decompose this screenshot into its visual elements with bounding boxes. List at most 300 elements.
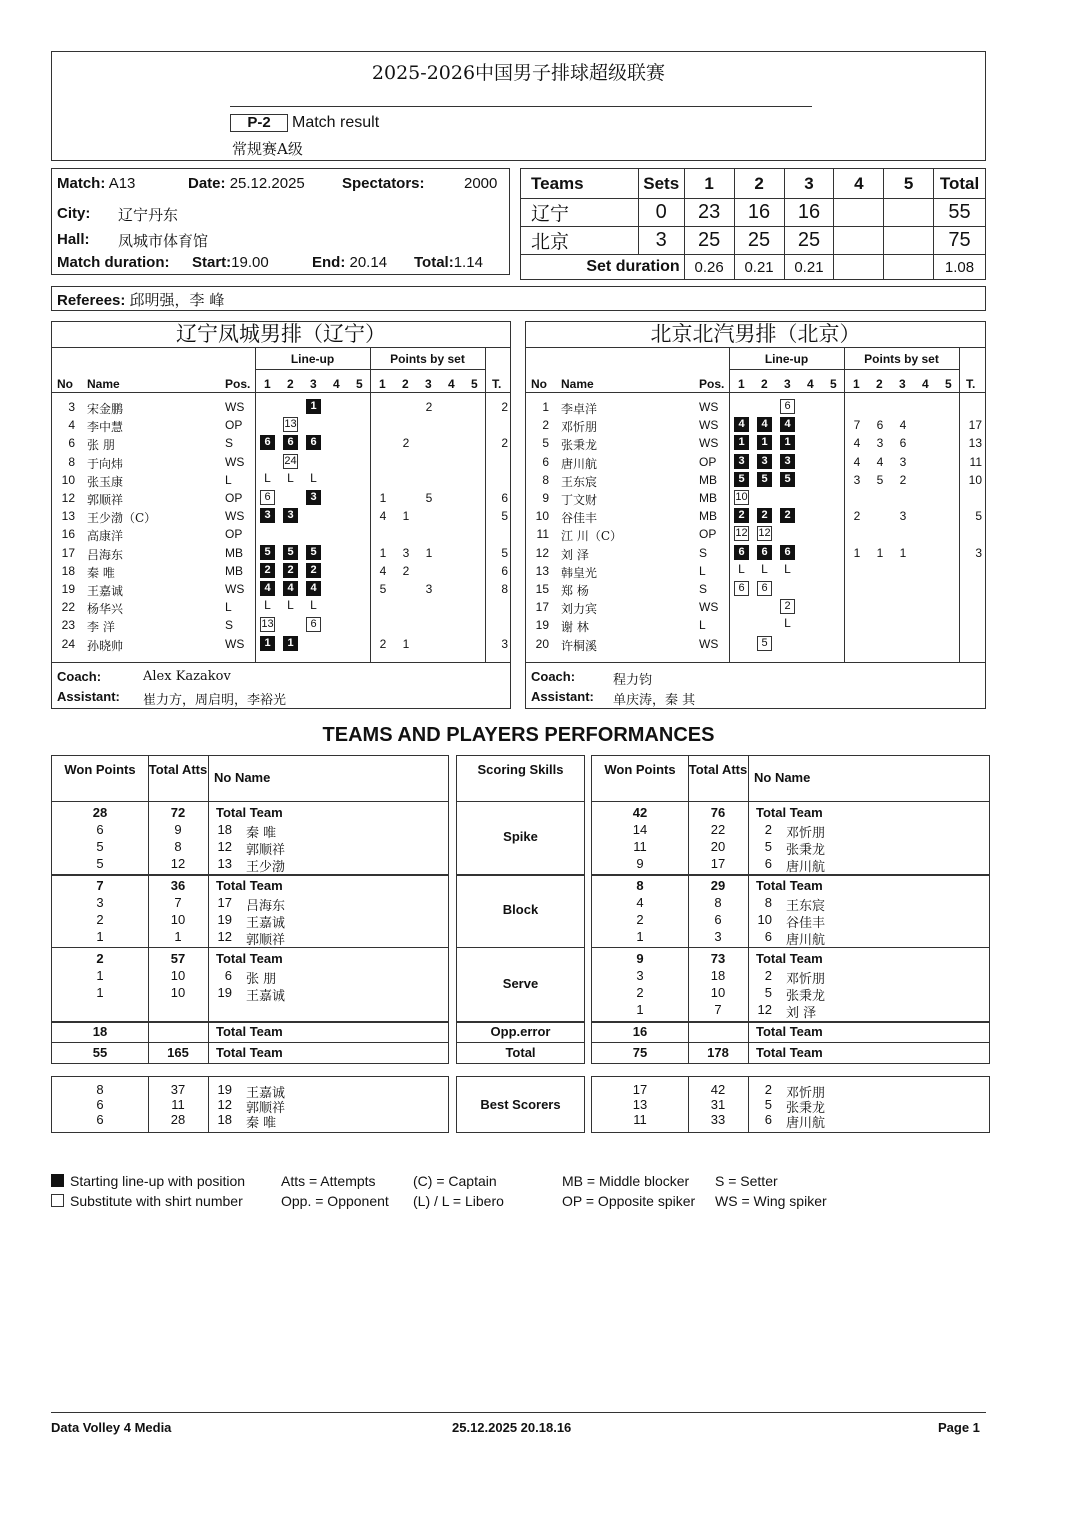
- player-number: 19: [535, 618, 549, 633]
- player-name: 秦 唯: [87, 565, 115, 580]
- player-name: 王嘉诚: [246, 1086, 286, 1101]
- result-set-score: 16: [784, 199, 834, 227]
- set-points: 2: [402, 563, 410, 578]
- player-number: 12: [535, 545, 549, 560]
- start-label: Start:: [192, 254, 232, 271]
- player-name: 张 朋: [246, 971, 277, 987]
- team-total-label: Total Team: [756, 1024, 823, 1039]
- end-time: 20.14: [349, 254, 388, 271]
- set-points: 4: [853, 454, 861, 469]
- lineup-mark: L: [264, 470, 271, 485]
- won-points: 8: [636, 878, 644, 893]
- team-a-lineup: [51, 321, 511, 709]
- total-attempts: 18: [710, 967, 726, 983]
- set-duration-label: Set duration: [521, 255, 685, 280]
- player-number: 16: [61, 527, 75, 542]
- won-points: 18: [92, 1024, 108, 1039]
- lineup-mark: 1: [780, 435, 795, 450]
- player-number: 6: [68, 436, 75, 451]
- team-name: 辽宁凤城男排（辽宁）: [52, 322, 510, 348]
- lineup-mark: 6: [734, 545, 749, 560]
- total-attempts: 7: [174, 895, 182, 910]
- points-set-header: 4: [922, 377, 929, 391]
- performance-title: TEAMS AND PLAYERS PERFORMANCES: [322, 724, 715, 746]
- set-points: 3: [425, 582, 433, 596]
- total-attempts: 3: [714, 929, 722, 944]
- player-position: L: [225, 600, 232, 615]
- lineup-mark: 2: [734, 508, 749, 523]
- total-atts-header: Total Atts: [148, 762, 208, 777]
- set-points: 1: [402, 509, 410, 524]
- player-name: 宋金鹏: [87, 402, 124, 416]
- player-position: WS: [699, 400, 719, 414]
- skill-name: Spike: [503, 829, 538, 844]
- lineup-mark: 6: [757, 581, 772, 596]
- player-position: OP: [225, 418, 243, 433]
- set-points: 7: [853, 418, 861, 433]
- player-number: 5: [764, 1097, 772, 1112]
- result-total: 75: [934, 227, 986, 255]
- column-divider: [255, 348, 256, 662]
- footer-software: Data Volley 4 Media: [51, 1420, 172, 1435]
- lineup-mark: 6: [757, 545, 772, 560]
- player-name: 谢 林: [561, 620, 589, 635]
- player-total-points: 5: [501, 509, 508, 524]
- column-divider: [729, 348, 730, 662]
- home-performance-header: [51, 755, 449, 802]
- skill-name: Serve: [502, 975, 539, 991]
- player-position: L: [699, 563, 706, 578]
- player-name: 江 川（C）: [561, 529, 622, 544]
- won-points: 2: [96, 912, 104, 927]
- set-points: 1: [379, 545, 387, 560]
- won-points: 42: [632, 804, 648, 820]
- lineup-mark: 1: [283, 636, 298, 651]
- home-spike-block: [51, 801, 449, 876]
- no-header: No: [57, 377, 73, 391]
- set-points: 1: [379, 491, 387, 505]
- city-value: 辽宁丹东: [118, 206, 179, 224]
- assistant-label: Assistant:: [57, 689, 120, 704]
- player-name: 郭顺祥: [87, 493, 124, 507]
- lineup-set-header: 1: [738, 377, 745, 391]
- lineup-mark: 6: [260, 490, 275, 505]
- lineup-mark: 5: [260, 545, 275, 560]
- player-number: 5: [764, 838, 772, 854]
- points-set-header: 1: [379, 377, 386, 391]
- won-points: 13: [632, 1097, 648, 1112]
- coach-divider: [526, 662, 985, 663]
- lineup-mark: 2: [283, 563, 298, 578]
- won-points: 16: [632, 1024, 648, 1039]
- lineup-set-header: 3: [784, 377, 791, 391]
- won-points: 4: [636, 895, 644, 910]
- player-number: 8: [68, 454, 75, 469]
- player-position: WS: [699, 600, 719, 615]
- skill-serve: [456, 947, 585, 1023]
- starting-square-icon: [51, 1174, 64, 1187]
- player-position: S: [699, 582, 708, 596]
- total-attempts: 11: [171, 1097, 185, 1112]
- lineup-set-header: 3: [310, 377, 317, 391]
- points-by-set-header: Points by set: [864, 352, 939, 366]
- city-label: City:: [57, 205, 91, 222]
- lineup-mark: 6: [306, 617, 321, 632]
- player-name: 刘 泽: [561, 547, 589, 562]
- column-divider: [208, 948, 209, 1022]
- player-position: OP: [699, 454, 717, 469]
- set-points: 4: [379, 509, 387, 524]
- legend-sub-text: Substitute with shirt number: [70, 1193, 243, 1209]
- total-attempts: 29: [710, 878, 726, 893]
- player-name: 张秉龙: [786, 988, 826, 1004]
- player-total-points: 5: [501, 545, 508, 560]
- column-divider: [208, 1022, 209, 1042]
- set-duration: 0.26: [684, 255, 734, 280]
- total-attempts: 7: [714, 1001, 722, 1017]
- result-header-total: Total: [934, 169, 986, 199]
- referees-label: Referees:: [57, 292, 126, 309]
- total-attempts: 72: [170, 804, 186, 820]
- lineup-mark: 13: [284, 418, 297, 431]
- column-divider: [748, 1077, 749, 1132]
- total-header: T.: [492, 377, 502, 391]
- player-name: 邓忻朋: [786, 825, 826, 841]
- column-divider: [370, 348, 371, 662]
- legend-ws: WS = Wing spiker: [715, 1193, 827, 1209]
- skill-block: [456, 874, 585, 948]
- points-set-header: 3: [899, 377, 906, 391]
- result-set-score: 25: [734, 227, 784, 255]
- team-name: 北京北汽男排（北京）: [526, 322, 985, 348]
- match-number: A13: [108, 175, 136, 192]
- player-name: 郭顺祥: [246, 1101, 286, 1116]
- player-number: 23: [61, 618, 75, 633]
- player-name: 杨华兴: [87, 602, 124, 617]
- lineup-mark: 4: [283, 581, 298, 596]
- player-position: WS: [225, 636, 245, 651]
- won-points: 1: [96, 967, 104, 983]
- result-header-set-2: 2: [734, 169, 784, 199]
- set-points: 4: [876, 454, 884, 469]
- player-number: 13: [217, 855, 232, 871]
- column-divider: [208, 1043, 209, 1063]
- scoring-skills-header: Scoring Skills: [477, 762, 564, 777]
- player-number: 2: [542, 418, 549, 433]
- home-serve-block: [51, 947, 449, 1023]
- player-name: 吕海东: [87, 547, 124, 562]
- assistant-label: Assistant:: [531, 689, 594, 704]
- player-number: 6: [764, 855, 772, 871]
- set-points: 3: [899, 454, 907, 469]
- lineup-mark: 1: [260, 636, 275, 651]
- best-scorers-label: Best Scorers: [480, 1097, 561, 1112]
- player-number: 1: [542, 400, 549, 414]
- result-header-teams: Teams: [521, 169, 639, 199]
- won-points: 6: [96, 1097, 104, 1112]
- player-number: 9: [542, 491, 549, 505]
- player-number: 12: [217, 1097, 232, 1112]
- column-divider: [485, 348, 486, 662]
- start-time: 19.00: [231, 254, 269, 271]
- player-position: MB: [699, 472, 717, 487]
- total-attempts: 10: [170, 912, 186, 927]
- lineup-mark: L: [287, 598, 294, 613]
- player-name: 秦 唯: [246, 1116, 277, 1131]
- championship-title: 2025-2026中国男子排球超级联赛: [371, 62, 666, 84]
- column-divider: [208, 756, 209, 801]
- lineup-mark: L: [310, 598, 317, 613]
- set-points: 2: [402, 436, 410, 451]
- won-points: 75: [632, 1044, 648, 1060]
- player-total-points: 3: [975, 545, 982, 560]
- total-attempts: 22: [710, 821, 726, 837]
- player-name: 李中慧: [87, 420, 124, 435]
- won-points: 9: [636, 855, 644, 871]
- set-points: 3: [899, 509, 907, 524]
- player-name: 秦 唯: [246, 825, 277, 841]
- no-header: No: [531, 377, 547, 391]
- player-position: L: [225, 472, 232, 487]
- lineup-set-header: 4: [333, 377, 340, 391]
- lineup-mark: L: [761, 561, 768, 576]
- lineup-mark: 4: [757, 417, 772, 432]
- set-points: 5: [425, 491, 433, 505]
- lineup-mark: 1: [306, 399, 321, 414]
- player-name: 刘 泽: [786, 1005, 817, 1021]
- set-points: 1: [876, 545, 884, 560]
- player-number: 5: [542, 436, 549, 451]
- lineup-mark: L: [310, 470, 317, 485]
- player-position: S: [225, 618, 234, 633]
- legend-sub: [51, 1193, 243, 1209]
- lineup-set-header: 2: [287, 377, 294, 391]
- player-name: 韩皇光: [561, 565, 598, 580]
- player-total-points: 10: [968, 472, 982, 487]
- lineup-mark: 6: [260, 435, 275, 450]
- player-position: S: [699, 545, 708, 560]
- set-duration: [884, 255, 934, 280]
- player-name: 于向炜: [87, 456, 124, 471]
- won-points: 1: [636, 929, 644, 944]
- points-set-header: 2: [402, 377, 409, 391]
- hall-value: 凤城市体育馆: [118, 232, 209, 250]
- header-divider: [230, 106, 812, 107]
- won-points-header: Won Points: [64, 762, 136, 777]
- legend-start: [51, 1173, 245, 1189]
- lineup-mark: 10: [735, 491, 748, 503]
- legend-captain: (C) = Captain: [413, 1173, 497, 1189]
- set-points: 4: [853, 436, 861, 451]
- team-total-label: Total Team: [216, 878, 283, 893]
- won-points: 5: [96, 855, 104, 871]
- column-divider: [148, 1022, 149, 1042]
- won-points: 5: [96, 838, 104, 854]
- player-name: 郭顺祥: [246, 842, 286, 858]
- legend-opp: Opp. = Opponent: [281, 1193, 389, 1209]
- column-divider: [748, 1022, 749, 1042]
- lineup-mark: 4: [260, 581, 275, 596]
- column-divider: [208, 802, 209, 875]
- player-position: WS: [699, 436, 719, 451]
- total-set-duration: 1.08: [934, 255, 986, 280]
- away-opp-error-row: [591, 1021, 990, 1043]
- footer-divider: [51, 1412, 986, 1413]
- player-total-points: 11: [969, 454, 982, 469]
- column-divider: [748, 875, 749, 947]
- won-points: 8: [96, 1082, 104, 1097]
- lineup-mark: 12: [758, 527, 771, 540]
- lineup-header: Line-up: [764, 352, 809, 366]
- set-points: 3: [876, 436, 884, 451]
- match-info: [51, 168, 510, 275]
- won-points: 1: [636, 1001, 644, 1017]
- lineup-mark: 6: [283, 435, 298, 450]
- result-row-away: [521, 227, 986, 255]
- report-code: P-2: [230, 114, 288, 132]
- result-header-row: [521, 169, 986, 199]
- total-attempts: 10: [710, 984, 726, 1000]
- won-points: 2: [96, 950, 104, 966]
- lineup-mark: 24: [284, 454, 297, 467]
- set-points: 1: [402, 636, 410, 651]
- set-duration: [834, 255, 884, 280]
- player-total-points: 6: [501, 491, 508, 505]
- player-position: L: [699, 618, 706, 633]
- lineup-mark: 6: [734, 581, 749, 596]
- total-attempts: 6: [714, 912, 722, 927]
- lineup-mark: 4: [306, 581, 321, 596]
- player-name: 唐川航: [786, 1116, 826, 1131]
- away-serve-block: [591, 947, 990, 1023]
- player-name: 丁文财: [561, 493, 598, 507]
- player-number: 19: [217, 1082, 232, 1097]
- footer-page: Page 1: [938, 1420, 980, 1435]
- coach-label: Coach:: [57, 669, 102, 684]
- player-name: 唐川航: [561, 456, 598, 471]
- player-name: 王东宸: [786, 899, 826, 914]
- player-number: 10: [61, 472, 75, 487]
- legend-atts: Atts = Attempts: [281, 1173, 376, 1189]
- column-divider: [844, 348, 845, 662]
- player-number: 2: [764, 1082, 772, 1097]
- player-name: 谷佳丰: [786, 916, 826, 931]
- player-total-points: 5: [975, 509, 982, 524]
- player-position: WS: [225, 582, 245, 596]
- result-set-score: [834, 227, 884, 255]
- player-name: 王东宸: [561, 474, 598, 489]
- result-table: [520, 168, 986, 275]
- player-number: 6: [224, 967, 232, 983]
- column-divider: [208, 1077, 209, 1132]
- total-header: T.: [966, 377, 976, 391]
- won-points: 3: [636, 967, 644, 983]
- player-number: 6: [542, 454, 549, 469]
- player-total-points: 6: [501, 563, 508, 578]
- player-number: 15: [535, 582, 549, 596]
- legend-libero: (L) / L = Libero: [413, 1193, 504, 1209]
- points-set-header: 4: [448, 377, 455, 391]
- player-name: 郑 杨: [561, 584, 589, 598]
- total-attempts: 20: [710, 838, 726, 854]
- lineup-mark: 3: [757, 454, 772, 469]
- player-name: 邓忻朋: [561, 420, 598, 435]
- player-total-points: 2: [501, 400, 508, 414]
- skill-total: [456, 1042, 585, 1064]
- points-set-header: 1: [853, 377, 860, 391]
- player-number: 8: [764, 895, 772, 910]
- set-duration: 0.21: [734, 255, 784, 280]
- set-points: 6: [876, 418, 884, 433]
- points-set-header: 5: [471, 377, 478, 391]
- player-number: 13: [535, 563, 549, 578]
- player-position: MB: [699, 491, 717, 505]
- legend-setter: S = Setter: [715, 1173, 778, 1189]
- lineup-mark: 12: [735, 527, 748, 540]
- player-name: 邓忻朋: [786, 971, 826, 987]
- no-name-header: No Name: [214, 770, 271, 785]
- won-points: 3: [96, 895, 104, 910]
- won-points: 14: [632, 821, 648, 837]
- referees-names: 邱明强，李 峰: [129, 291, 225, 309]
- pos-header: Pos.: [699, 377, 725, 391]
- lineup-mark: 5: [757, 472, 772, 487]
- player-position: OP: [699, 527, 717, 542]
- total-label: Total:: [414, 254, 454, 271]
- column-divider: [208, 875, 209, 947]
- result-set-score: [884, 227, 934, 255]
- player-name: 王少渤: [246, 859, 286, 875]
- player-number: 10: [535, 509, 549, 524]
- player-position: MB: [225, 545, 243, 560]
- player-total-points: 13: [968, 436, 982, 451]
- set-points: 3: [853, 472, 861, 487]
- player-name: 张秉龙: [786, 1101, 826, 1116]
- column-divider: [748, 802, 749, 875]
- date-label: Date:: [188, 175, 226, 192]
- player-name: 高康洋: [87, 529, 124, 544]
- total-attempts: 10: [170, 984, 186, 1000]
- player-position: WS: [699, 418, 719, 433]
- set-points: 2: [379, 636, 387, 651]
- won-points: 28: [92, 804, 108, 820]
- footer-timestamp: 25.12.2025 20.18.16: [452, 1420, 572, 1435]
- lineup-mark: 4: [734, 417, 749, 432]
- total-duration: 1.14: [453, 254, 483, 271]
- result-set-score: 25: [684, 227, 734, 255]
- total-attempts: 12: [170, 855, 186, 871]
- spectators-label: Spectators:: [342, 175, 425, 192]
- player-total-points: 3: [501, 636, 508, 651]
- result-total: 55: [934, 199, 986, 227]
- player-position: MB: [699, 509, 717, 524]
- legend-mb: MB = Middle blocker: [562, 1173, 690, 1189]
- player-number: 12: [217, 929, 232, 944]
- pos-header: Pos.: [225, 377, 251, 391]
- player-number: 17: [535, 600, 549, 615]
- home-total-row: [51, 1042, 449, 1064]
- lineup-mark: 4: [780, 417, 795, 432]
- team-total-label: Total Team: [756, 950, 823, 966]
- duration-label: Match duration:: [57, 254, 170, 271]
- player-name: 唐川航: [786, 859, 826, 875]
- total-attempts: 33: [710, 1112, 726, 1127]
- no-name-header: No Name: [754, 770, 811, 785]
- skill-name: Block: [502, 902, 539, 917]
- set-points: 4: [899, 418, 907, 433]
- result-header-set-3: 3: [784, 169, 834, 199]
- lineup-mark: L: [784, 616, 791, 631]
